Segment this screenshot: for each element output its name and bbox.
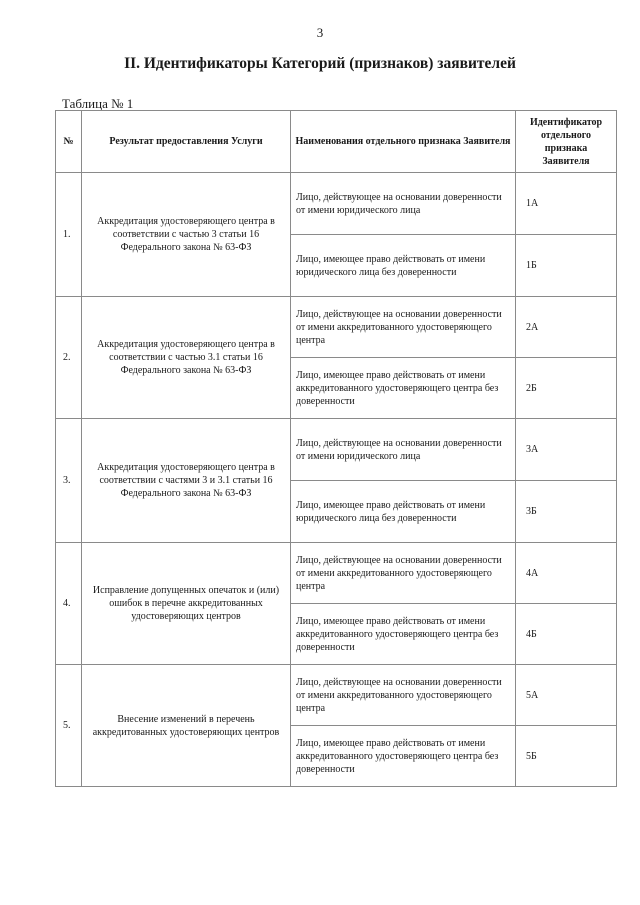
service-result: Внесение изменений в перечень аккредитованных удостоверяющих центров: [82, 665, 291, 787]
applicant-sign: Лицо, действующее на основании доверенности от имени аккредитованного удостоверяющего центра: [291, 665, 516, 726]
applicant-sign: Лицо, действующее на основании доверенности от имени аккредитованного удостоверяющего центра: [291, 297, 516, 358]
sign-identifier: 2А: [516, 297, 617, 358]
header-result: Результат предоставления Услуги: [82, 111, 291, 173]
sign-identifier: 5А: [516, 665, 617, 726]
row-number: 4.: [56, 543, 82, 665]
sign-identifier: 4Б: [516, 604, 617, 665]
row-number: 2.: [56, 297, 82, 419]
sign-identifier: 1А: [516, 173, 617, 235]
table-row: [56, 665, 617, 726]
table-row: [56, 419, 617, 481]
table-label: Таблица № 1: [62, 96, 134, 111]
applicant-sign: Лицо, действующее на основании доверенности от имени аккредитованного удостоверяющего центра: [291, 543, 516, 604]
applicant-sign: Лицо, имеющее право действовать от имени аккредитованного удостоверяющего центра без доверенности: [291, 358, 516, 419]
sign-identifier: 3Б: [516, 481, 617, 543]
sign-identifier: 1Б: [516, 235, 617, 297]
service-result: Аккредитация удостоверяющего центра в соответствии с частями 3 и 3.1 статьи 16 Федерального закона № 63-ФЗ: [82, 419, 291, 543]
row-number: 5.: [56, 665, 82, 787]
row-number: 3.: [56, 419, 82, 543]
header-ident: Идентификатор отдельного признака Заявителя: [516, 111, 617, 173]
sign-identifier: 3А: [516, 419, 617, 481]
applicant-sign: Лицо, имеющее право действовать от имени аккредитованного удостоверяющего центра без доверенности: [291, 604, 516, 665]
applicant-sign: Лицо, действующее на основании доверенности от имени юридического лица: [291, 419, 516, 481]
section-title: II. Идентификаторы Категорий (признаков) заявителей: [124, 55, 516, 72]
applicant-sign: Лицо, имеющее право действовать от имени юридического лица без доверенности: [291, 481, 516, 543]
service-result: Аккредитация удостоверяющего центра в соответствии с частью 3 статьи 16 Федерального закона № 63-ФЗ: [82, 173, 291, 297]
row-number: 1.: [56, 173, 82, 297]
table-row: [56, 543, 617, 604]
service-result: Исправление допущенных опечаток и (или) ошибок в перечне аккредитованных удостоверяющих центров: [82, 543, 291, 665]
applicant-sign: Лицо, имеющее право действовать от имени юридического лица без доверенности: [291, 235, 516, 297]
page-number: 3: [316, 25, 324, 40]
table-header-row: [56, 111, 617, 173]
sign-identifier: 4А: [516, 543, 617, 604]
sign-identifier: 5Б: [516, 726, 617, 787]
applicant-sign: Лицо, действующее на основании доверенности от имени юридического лица: [291, 173, 516, 235]
header-num: №: [56, 111, 82, 173]
service-result: Аккредитация удостоверяющего центра в соответствии с частью 3.1 статьи 16 Федерального закона № 63-ФЗ: [82, 297, 291, 419]
header-sign: Наименования отдельного признака Заявителя: [291, 111, 516, 173]
applicant-sign: Лицо, имеющее право действовать от имени аккредитованного удостоверяющего центра без доверенности: [291, 726, 516, 787]
sign-identifier: 2Б: [516, 358, 617, 419]
applicant-categories-table: [55, 110, 617, 787]
table-row: [56, 297, 617, 358]
table-row: [56, 173, 617, 235]
